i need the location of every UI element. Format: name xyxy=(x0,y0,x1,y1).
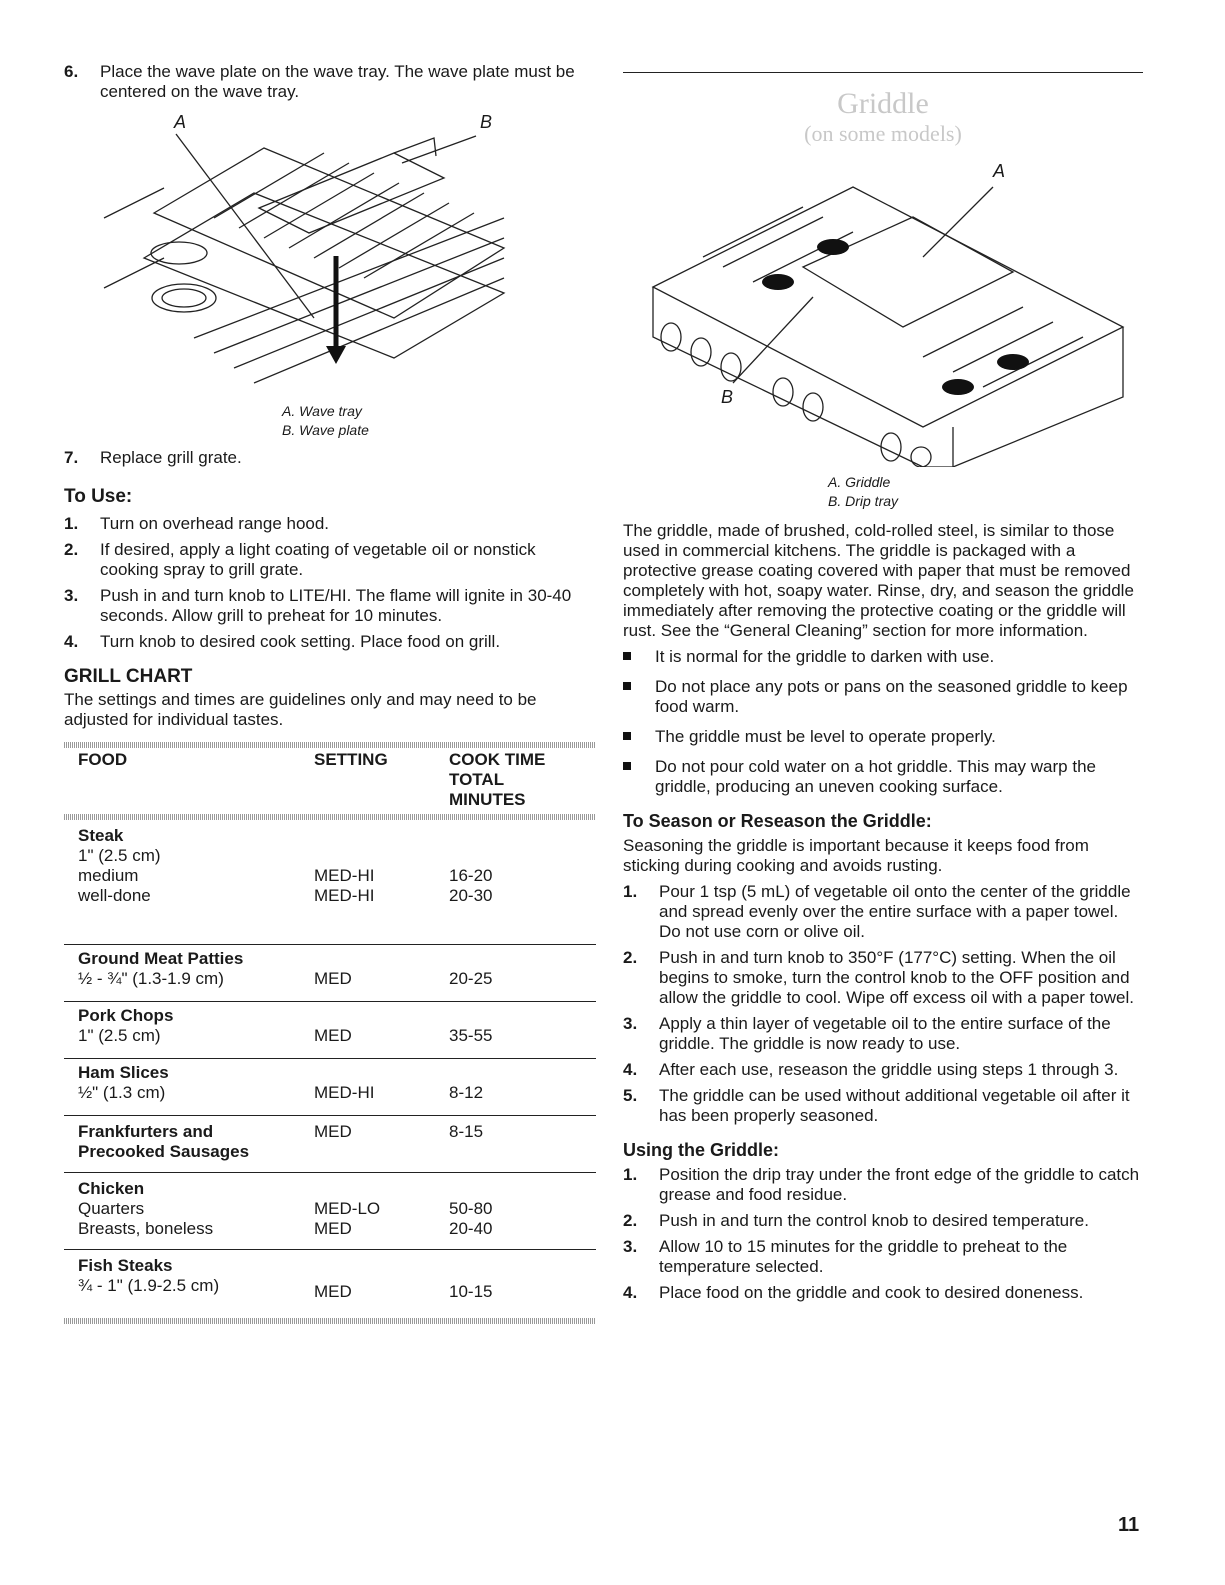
table-row xyxy=(64,1199,596,1219)
section-title: Griddle xyxy=(837,87,929,120)
cell-food: medium xyxy=(78,866,139,885)
list-item xyxy=(623,677,1143,717)
step-text: If desired, apply a light coating of vegetable oil or nonstick cooking spray to grill grate. xyxy=(100,540,536,579)
to-use-steps xyxy=(64,514,596,652)
table-row xyxy=(64,866,596,886)
season-steps xyxy=(623,882,1143,1126)
group-title: Ground Meat Patties xyxy=(78,949,244,968)
cell-setting: MED-LO xyxy=(314,1199,381,1218)
step-text: Apply a thin layer of vegetable oil to the entire surface of the griddle. The griddle is now ready to use. xyxy=(659,1014,1111,1053)
cell-setting: MED-HI xyxy=(314,886,375,905)
figure-label-a: A xyxy=(174,112,187,132)
cell-setting: MED xyxy=(314,1282,352,1301)
cell-setting: MED xyxy=(314,1219,352,1238)
grill-chart-intro: The settings and times are guidelines only and may need to be adjusted for individual tastes. xyxy=(64,690,537,729)
cell-food: Breasts, boneless xyxy=(78,1219,214,1238)
cell-time: 10-15 xyxy=(449,1282,493,1301)
season-step xyxy=(623,882,1143,942)
step-text: Turn on overhead range hood. xyxy=(100,514,330,533)
table-group-steak xyxy=(64,820,596,944)
list-item xyxy=(623,757,1143,797)
bullet-icon xyxy=(623,652,631,660)
step-number: 3. xyxy=(64,586,79,605)
table-group-ham xyxy=(64,1059,596,1115)
season-step xyxy=(623,1086,1143,1126)
cell-food: ½ - ¾" (1.3-1.9 cm) xyxy=(78,969,224,988)
table-group-chicken xyxy=(64,1173,596,1249)
table-row xyxy=(64,1219,596,1239)
group-title: Pork Chops xyxy=(78,1006,174,1025)
figure-label-b: B xyxy=(721,387,734,407)
figure-label-a: A xyxy=(993,161,1006,181)
step-text: After each use, reseason the griddle using steps 1 through 3. xyxy=(659,1060,1119,1079)
table-row xyxy=(64,1083,596,1103)
right-column xyxy=(623,62,1143,1309)
griddle-intro: The griddle, made of brushed, cold-rolled steel, is similar to those used in commercial kitchens. The griddle is packaged with a protective grease coating covered with paper that must be removed completely with hot, soapy water. Rinse, dry, and season the griddle immediately after removing the protective coating or the griddle will rust. See the “General Cleaning” section for more information. xyxy=(623,521,1134,640)
cell-time: 20-25 xyxy=(449,969,493,988)
header-cook-time-line2: TOTAL xyxy=(449,770,505,789)
header-cook-time-line1: COOK TIME xyxy=(449,750,546,769)
step-text: Place the wave plate on the wave tray. The wave plate must be centered on the wave tray. xyxy=(100,62,575,101)
header-setting: SETTING xyxy=(314,750,388,769)
bullet-text: The griddle must be level to operate properly. xyxy=(655,727,996,746)
cell-food: ¾ - 1" (1.9-2.5 cm) xyxy=(78,1276,220,1295)
group-title: Steak xyxy=(78,826,124,845)
step-number: 6. xyxy=(64,62,79,81)
cell-food: 1" (2.5 cm) xyxy=(78,1026,161,1045)
cell-time: 8-15 xyxy=(449,1122,484,1141)
step-text: Place food on the griddle and cook to desired doneness. xyxy=(659,1283,1084,1302)
bullet-text: Do not place any pots or pans on the seasoned griddle to keep food warm. xyxy=(655,677,1128,716)
step-number: 1. xyxy=(623,1165,638,1184)
page-number: 11 xyxy=(1118,1514,1140,1536)
step-number: 3. xyxy=(623,1237,638,1256)
table-group-patties xyxy=(64,945,596,1001)
table-header-row xyxy=(64,750,596,814)
bullet-text: Do not pour cold water on a hot griddle. This may warp the griddle, producing an uneven cooking surface. xyxy=(655,757,1096,796)
season-step xyxy=(623,1060,1143,1080)
cell-time: 35-55 xyxy=(449,1026,493,1045)
cell-food: well-done xyxy=(78,886,151,905)
step-6 xyxy=(64,62,596,102)
cell-setting: MED xyxy=(314,969,352,988)
using-steps xyxy=(623,1165,1143,1303)
figure-caption-a: A. Griddle xyxy=(828,474,891,490)
step-text: Position the drip tray under the front edge of the griddle to catch grease and food residue. xyxy=(659,1165,1140,1204)
season-heading: To Season or Reseason the Griddle: xyxy=(623,811,932,831)
to-use-step xyxy=(64,540,596,580)
group-title: Fish Steaks xyxy=(78,1256,173,1275)
step-text: Push in and turn knob to LITE/HI. The flame will ignite in 30-40 seconds. Allow grill to preheat for 10 minutes. xyxy=(100,586,572,625)
header-cook-time xyxy=(449,750,545,810)
step-number: 4. xyxy=(623,1283,638,1302)
griddle-cooktop-illustration xyxy=(623,147,1143,467)
table-row xyxy=(64,886,596,906)
cell-time: 16-20 xyxy=(449,866,493,885)
step-number: 5. xyxy=(623,1086,638,1105)
list-item xyxy=(623,727,1143,747)
step-text: Allow 10 to 15 minutes for the griddle to preheat to the temperature selected. xyxy=(659,1237,1068,1276)
to-use-step xyxy=(64,586,596,626)
to-use-step xyxy=(64,514,596,534)
step-number: 3. xyxy=(623,1014,638,1033)
grill-chart-table xyxy=(64,742,596,1324)
step-text: Turn knob to desired cook setting. Place food on grill. xyxy=(100,632,501,651)
table-top-rule xyxy=(64,742,596,748)
cell-food: ½" (1.3 cm) xyxy=(78,1083,166,1102)
section-subtitle: (on some models) xyxy=(804,121,962,146)
left-column xyxy=(64,62,596,730)
step-number: 4. xyxy=(64,632,79,651)
header-cook-time-line3: MINUTES xyxy=(449,790,526,809)
step-text: Pour 1 tsp (5 mL) of vegetable oil onto the center of the griddle and spread evenly over the entire surface with a paper towel. Do not use corn or olive oil. xyxy=(659,882,1131,941)
step-number: 2. xyxy=(623,1211,638,1230)
to-use-heading: To Use: xyxy=(64,486,133,507)
step-text: Replace grill grate. xyxy=(100,448,242,467)
table-group-fish xyxy=(64,1250,596,1318)
section-top-rule xyxy=(623,72,1143,73)
cell-setting: MED-HI xyxy=(314,866,375,885)
to-use-step xyxy=(64,632,596,652)
table-row xyxy=(64,1276,596,1301)
step-text: Push in and turn knob to 350°F (177°C) setting. When the oil begins to smoke, turn the control knob to the OFF position and allow the griddle to cool. Wipe off excess oil with a paper towel. xyxy=(659,948,1134,1007)
step-number: 1. xyxy=(623,882,638,901)
bullet-icon xyxy=(623,732,631,740)
step-number: 7. xyxy=(64,448,79,467)
cell-time: 20-40 xyxy=(449,1219,493,1238)
table-bottom-rule xyxy=(64,1318,596,1324)
group-title: Frankfurters and xyxy=(78,1122,214,1141)
grill-chart-heading: GRILL CHART xyxy=(64,666,193,687)
using-step xyxy=(623,1283,1143,1303)
using-step xyxy=(623,1165,1143,1205)
step-number: 2. xyxy=(64,540,79,559)
cell-setting: MED xyxy=(314,1122,352,1141)
griddle-figure xyxy=(623,147,1143,467)
step-number: 1. xyxy=(64,514,79,533)
using-heading: Using the Griddle: xyxy=(623,1140,780,1160)
cell-food: Quarters xyxy=(78,1199,145,1218)
bullet-text: It is normal for the griddle to darken with use. xyxy=(655,647,995,666)
bullet-icon xyxy=(623,762,631,770)
step-text: The griddle can be used without additional vegetable oil after it has been properly seasoned. xyxy=(659,1086,1130,1125)
figure-caption-b: B. Wave plate xyxy=(282,422,369,438)
cell-time: 50-80 xyxy=(449,1199,493,1218)
table-row xyxy=(64,1122,596,1142)
step-number: 2. xyxy=(623,948,638,967)
table-row xyxy=(64,1026,596,1046)
season-step xyxy=(623,1014,1143,1054)
cell-setting: MED-HI xyxy=(314,1083,375,1102)
table-group-frankfurters xyxy=(64,1116,596,1172)
wave-tray-illustration xyxy=(64,108,596,398)
cell-setting: MED xyxy=(314,1026,352,1045)
list-item xyxy=(623,647,1143,667)
step-number: 4. xyxy=(623,1060,638,1079)
figure-caption-a: A. Wave tray xyxy=(282,403,362,419)
bullet-icon xyxy=(623,682,631,690)
food-size: 1" (2.5 cm) xyxy=(78,846,161,865)
griddle-bullets xyxy=(623,647,1143,797)
season-intro: Seasoning the griddle is important because it keeps food from sticking during cooking and avoids rusting. xyxy=(623,836,1089,875)
step-text: Push in and turn the control knob to desired temperature. xyxy=(659,1211,1089,1230)
wave-tray-figure xyxy=(64,108,596,398)
using-step xyxy=(623,1237,1143,1277)
header-food: FOOD xyxy=(78,750,128,769)
group-title: Ham Slices xyxy=(78,1063,169,1082)
group-title: Chicken xyxy=(78,1179,145,1198)
step-7 xyxy=(64,448,596,468)
cell-time: 8-12 xyxy=(449,1083,484,1102)
figure-caption-b: B. Drip tray xyxy=(828,493,899,509)
season-step xyxy=(623,948,1143,1008)
using-step xyxy=(623,1211,1143,1231)
table-group-pork xyxy=(64,1002,596,1058)
figure-label-b: B xyxy=(480,112,493,132)
group-title-line2: Precooked Sausages xyxy=(78,1142,250,1161)
cell-time: 20-30 xyxy=(449,886,493,905)
table-row xyxy=(64,969,596,989)
